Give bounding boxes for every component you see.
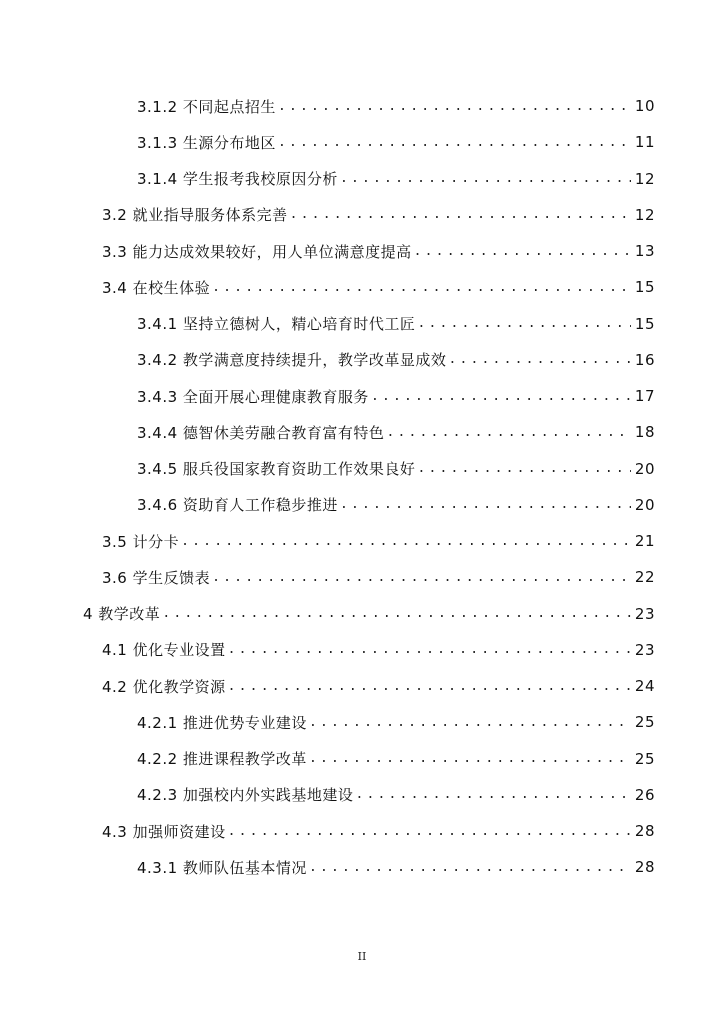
toc-entry-page: 28	[634, 858, 655, 877]
toc-entry[interactable]	[0, 269, 724, 305]
toc-entry[interactable]	[0, 233, 724, 269]
dot-leader	[228, 642, 631, 657]
table-of-contents	[0, 88, 724, 886]
toc-entry[interactable]	[0, 342, 724, 378]
dot-leader	[414, 244, 631, 259]
toc-entry-label: 4.2.1 推进优势专业建设	[137, 713, 307, 732]
dot-leader	[309, 751, 631, 766]
toc-entry[interactable]	[0, 161, 724, 197]
dot-leader	[278, 99, 631, 114]
toc-entry-page: 11	[634, 133, 655, 152]
toc-entry-page: 21	[634, 532, 655, 551]
dot-leader	[278, 135, 631, 150]
toc-entry-page: 20	[634, 495, 655, 514]
dot-leader	[228, 679, 631, 694]
toc-entry-page: 12	[634, 169, 655, 188]
toc-entry-label: 3.4.4 德智休美劳融合教育富有特色	[137, 423, 385, 442]
toc-entry-page: 16	[634, 350, 655, 369]
toc-entry-label: 3.3 能力达成效果较好，用人单位满意度提高	[102, 242, 412, 261]
toc-entry-label: 3.2 就业指导服务体系完善	[102, 206, 288, 225]
toc-entry[interactable]	[0, 523, 724, 559]
page-number: II	[357, 950, 367, 963]
toc-entry-page: 15	[634, 314, 655, 333]
toc-entry-page: 18	[634, 423, 655, 442]
dot-leader	[417, 316, 631, 331]
dot-leader	[386, 425, 631, 440]
dot-leader	[340, 171, 631, 186]
toc-entry-label: 3.4 在校生体验	[102, 278, 211, 297]
dot-leader	[228, 824, 631, 839]
toc-entry-page: 28	[634, 822, 655, 841]
toc-entry-page: 26	[634, 785, 655, 804]
toc-entry-label: 4.1 优化专业设置	[102, 641, 226, 660]
toc-entry[interactable]	[0, 668, 724, 704]
toc-entry-page: 15	[634, 278, 655, 297]
toc-entry-page: 24	[634, 677, 655, 696]
dot-leader	[162, 606, 631, 621]
toc-entry-label: 3.1.3 生源分布地区	[137, 133, 276, 152]
toc-entry-page: 25	[634, 713, 655, 732]
toc-entry-label: 3.4.2 教学满意度持续提升，教学改革显成效	[137, 351, 447, 370]
toc-entry-page: 13	[634, 242, 655, 261]
toc-entry-page: 23	[634, 640, 655, 659]
toc-entry[interactable]	[0, 777, 724, 813]
toc-entry[interactable]	[0, 197, 724, 233]
toc-entry-page: 10	[634, 97, 655, 116]
toc-entry[interactable]	[0, 306, 724, 342]
dot-leader	[309, 715, 631, 730]
toc-entry[interactable]	[0, 378, 724, 414]
toc-entry[interactable]	[0, 451, 724, 487]
toc-entry[interactable]	[0, 813, 724, 849]
toc-entry[interactable]	[0, 88, 724, 124]
toc-entry-label: 3.4.6 资助育人工作稳步推进	[137, 496, 338, 515]
toc-entry[interactable]	[0, 124, 724, 160]
toc-entry[interactable]	[0, 849, 724, 885]
dot-leader	[212, 570, 631, 585]
toc-entry[interactable]	[0, 487, 724, 523]
toc-entry-label: 4 教学改革	[83, 605, 161, 624]
toc-entry-label: 4.3.1 教师队伍基本情况	[137, 858, 307, 877]
toc-entry[interactable]	[0, 414, 724, 450]
toc-entry-label: 4.2.3 加强校内外实践基地建设	[137, 786, 354, 805]
toc-entry-page: 23	[634, 604, 655, 623]
toc-entry-label: 3.4.1 坚持立德树人，精心培育时代工匠	[137, 315, 416, 334]
dot-leader	[340, 497, 631, 512]
dot-leader	[212, 280, 631, 295]
toc-entry[interactable]	[0, 596, 724, 632]
toc-entry[interactable]	[0, 632, 724, 668]
toc-entry-label: 3.4.5 服兵役国家教育资助工作效果良好	[137, 460, 416, 479]
toc-entry-page: 17	[634, 387, 655, 406]
toc-entry[interactable]	[0, 741, 724, 777]
dot-leader	[417, 461, 631, 476]
dot-leader	[371, 389, 631, 404]
toc-entry-label: 3.1.4 学生报考我校原因分析	[137, 170, 338, 189]
dot-leader	[181, 534, 631, 549]
toc-entry-label: 4.2.2 推进课程教学改革	[137, 750, 307, 769]
toc-entry-page: 12	[634, 205, 655, 224]
toc-entry-label: 3.6 学生反馈表	[102, 568, 211, 587]
toc-entry-page: 22	[634, 568, 655, 587]
toc-entry[interactable]	[0, 704, 724, 740]
toc-entry-label: 3.5 计分卡	[102, 532, 180, 551]
toc-entry-page: 20	[634, 459, 655, 478]
toc-entry[interactable]	[0, 559, 724, 595]
toc-entry-label: 4.2 优化教学资源	[102, 677, 226, 696]
dot-leader	[448, 352, 631, 367]
dot-leader	[309, 860, 631, 875]
toc-entry-page: 25	[634, 749, 655, 768]
toc-entry-label: 4.3 加强师资建设	[102, 822, 226, 841]
dot-leader	[290, 207, 631, 222]
dot-leader	[355, 787, 631, 802]
toc-entry-label: 3.1.2 不同起点招生	[137, 97, 276, 116]
toc-entry-label: 3.4.3 全面开展心理健康教育服务	[137, 387, 369, 406]
